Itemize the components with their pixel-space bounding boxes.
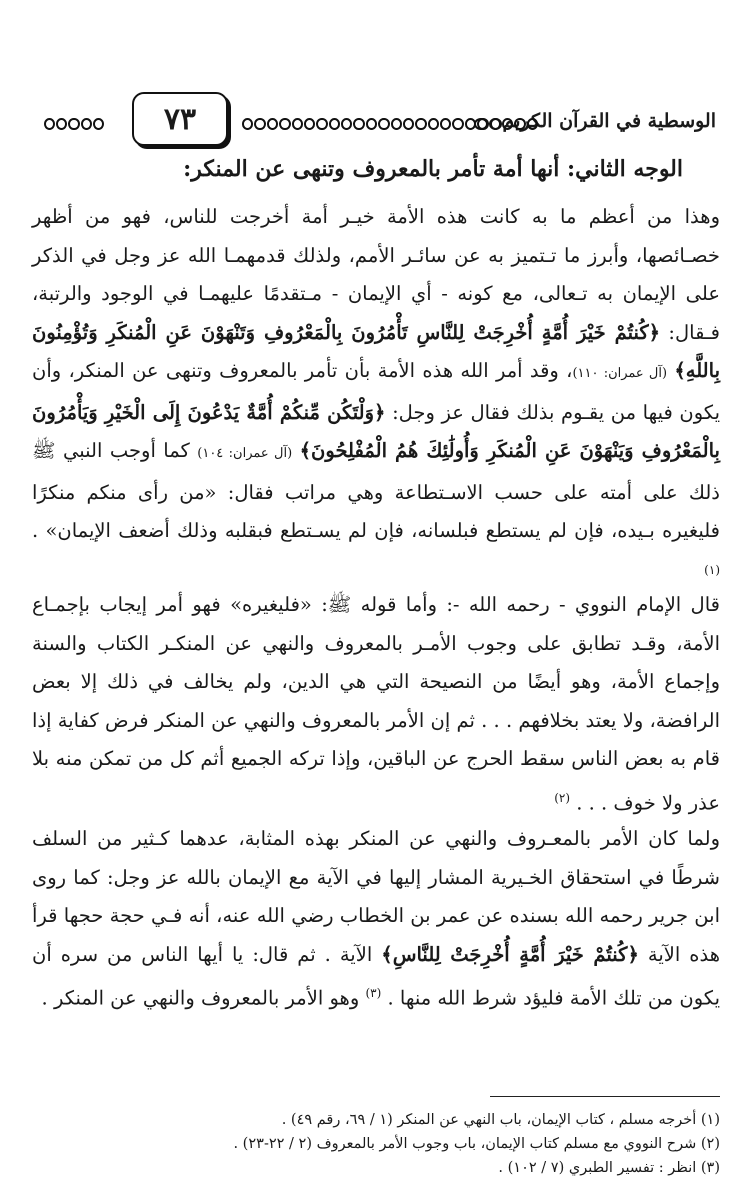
paragraph-1	[32, 198, 720, 595]
footnote-divider	[490, 1096, 720, 1097]
footnote-mark-1: (١)	[704, 562, 720, 577]
section-heading: الوجه الثاني: أنها أمة تأمر بالمعروف وتنهى عن المنكر:	[183, 156, 683, 182]
paragraph-3-text-a: ولما كان الأمر بالمعـروف والنهي عن المنكر بهذه المثابة، عدهما كـثير من السلف شرطًا في استحقاق الخـيرية المشار إليها في الآية مع الإيمان بالله عز وجل: كما روى ابن جرير رحمه الله بسنده عن عمر بن الخطاب رضي الله عنه، أنه فـي حجة حجها قرأ هذه الآية	[32, 827, 721, 966]
header-ornament-middle	[242, 118, 538, 130]
page-header	[44, 92, 716, 152]
paragraph-3-text-b: الآية . ثم قال: يا أيها الناس من سره أن يكون من تلك الأمة فليؤد شرط الله منها .	[32, 942, 720, 1010]
verse-reference-2: (آل عمران: ١٠٤)	[197, 446, 293, 461]
footnote-3: (٣) انظر : تفسير الطبري (٧ / ١٠٢) .	[498, 1160, 720, 1176]
verse-reference-1: (آل عمران: ١١٠)	[572, 366, 668, 381]
footnote-mark-3: (٣)	[365, 986, 382, 1000]
paragraph-2-text: قال الإمام النووي - رحمه الله -: وأما قوله ﷺ: «فليغيره» فهو أمر إيجاب بإجمـاع الأمة، وقـد تطابق على وجوب الأمـر بالمعروف والنهي عن المنكـر الكتاب والسنة وإجماع الأمة، وهو أيضًا من النصيحة التي هي الدين، ولم يخالف في ذلك إلا بعض الرافضة، ولا يعتد بخلافهم . . . ثم إن الأمر بالمعروف والنهي عن المنكر فرض كفاية إذا قام به بعض الناس سقط الحرج عن الباقين، وإذا تركه الجميع أثم كل من تمكن منه بلا عذر ولا خوف . . .	[32, 593, 720, 814]
footnote-mark-2: (٢)	[554, 790, 571, 805]
running-title: الوسطية في القرآن الكريم	[502, 110, 716, 132]
paragraph-1-text-a: وهذا من أعظم ما به كانت هذه الأمة خيـر أمة أخرجت للناس، فهو من أظهر خصـائصها، وأبرز ما تـتميز به عن سائـر الأمم، ولذلك قدمهمـا الله عز وجل في الذكر على الإيمان به تـعالى، مع كونه - أي الإيمان - مـتقدمًا عليهمـا في الوجود والرتبة، فـقال:	[32, 205, 720, 344]
paragraph-3	[32, 820, 720, 1018]
quran-verse-1: ﴿كُنتُمْ خَيْرَ أُمَّةٍ أُخْرِجَتْ لِلنَّاسِ تَأْمُرُونَ بِالْمَعْرُوفِ وَتَنْهَوْنَ عَنِ الْمُنكَرِ وَتُؤْمِنُونَ بِاللَّهِ﴾	[32, 320, 720, 382]
paragraph-1-text-b: ، وقد أمر الله هذه الأمة بأن تأمر بالمعروف وتنهى عن المنكر، وأن يكون فيها من يقـوم بذلك فقال عز وجل:	[32, 359, 721, 424]
footnote-2: (٢) شرح النووي مع مسلم كتاب الإيمان، باب وجوب الأمر بالمعروف (٢ / ٢٢-٢٣) .	[233, 1136, 720, 1152]
header-ornament-left	[44, 118, 104, 130]
paragraph-3-text-c: وهو الأمر بالمعروف والنهي عن المنكر .	[41, 986, 360, 1010]
footnote-1: (١) أخرجه مسلم ، كتاب الإيمان، باب النهي عن المنكر (١ / ٦٩، رقم ٤٩) .	[281, 1112, 720, 1128]
footnotes	[32, 1108, 720, 1180]
page-number: ٧٣	[132, 92, 228, 146]
quran-verse-3: ﴿كُنتُمْ خَيْرَ أُمَّةٍ أُخْرِجَتْ لِلنَّاسِ﴾	[381, 942, 639, 966]
paragraph-2	[32, 586, 720, 823]
paragraph-1-text-c: كما أوجب النبي ﷺ ذلك على أمته على حسب الاسـتطاعة وهي مراتب فقال: «من رأى منكم منكرًا فليغيره بـيده، فإن لم يستطع فبلسانه، فإن لم يسـتطع فبقلبه وذلك أضعف الإيمان» .	[32, 439, 720, 542]
quran-verse-2: ﴿وَلْتَكُن مِّنكُمْ أُمَّةٌ يَدْعُونَ إِلَى الْخَيْرِ وَيَأْمُرُونَ بِالْمَعْرُوفِ وَيَنْهَوْنَ عَنِ الْمُنكَرِ وَأُولَٰئِكَ هُمُ الْمُفْلِحُونَ﴾	[32, 400, 720, 462]
